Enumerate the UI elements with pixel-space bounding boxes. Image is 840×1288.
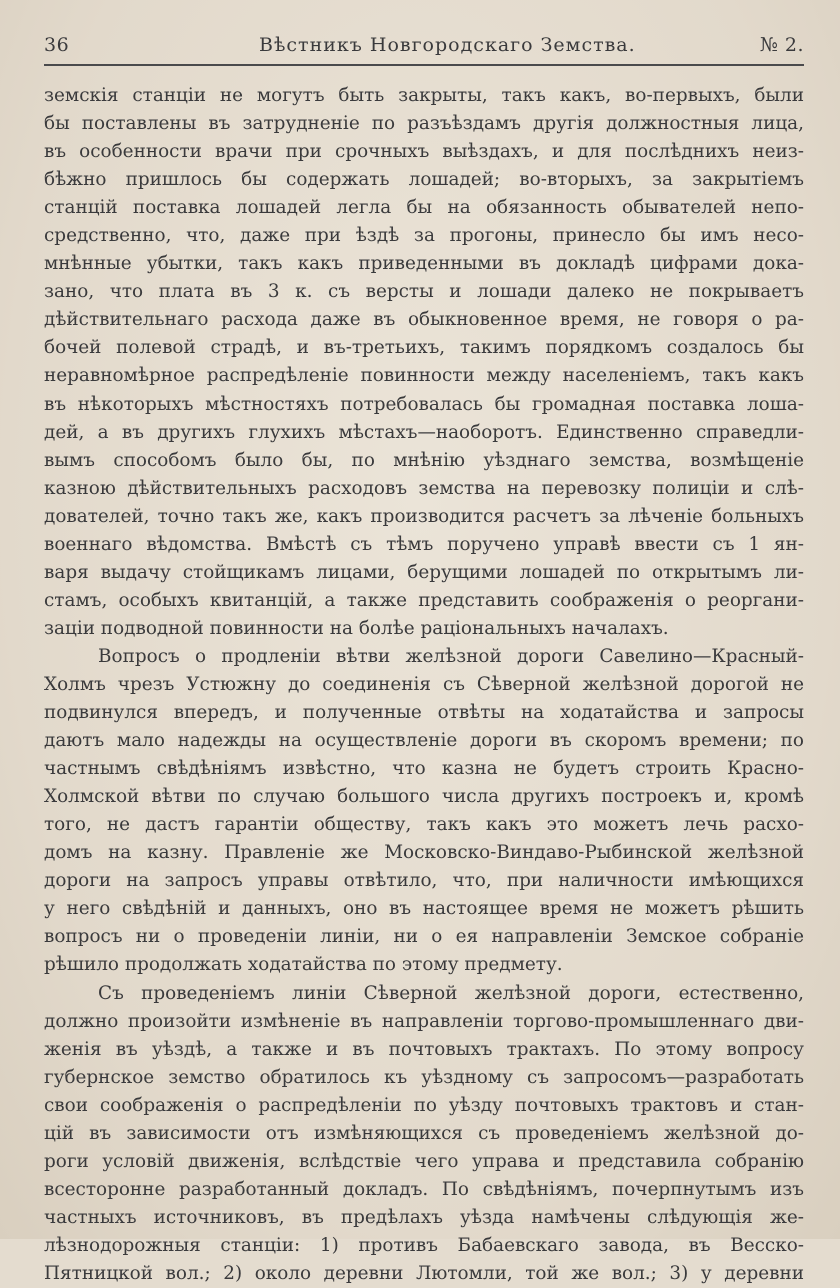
text-line: варя выдачу стойщикамъ лицами, берущими лошадей по открытымъ ли-	[44, 561, 804, 583]
text-line: роги условій движенія, вслѣдствіе чего управа и представила собранію	[44, 1150, 804, 1172]
text-line: бѣжно пришлось бы содержать лошадей; во-вторыхъ, за закрытіемъ	[44, 169, 804, 191]
text-line: въ нѣкоторыхъ мѣстностяхъ потребовалась бы громадная поставка лоша-	[44, 393, 804, 415]
text-line: свои соображенія о распредѣленіи по уѣзду почтовыхъ трактовъ и стан-	[44, 1094, 804, 1116]
text-line: домъ на казну. Правленіе же Московско-Виндаво-Рыбинской желѣзной	[44, 842, 804, 864]
text-line: неравномѣрное распредѣленіе повинности между населеніемъ, такъ какъ	[44, 365, 804, 387]
text-line: станцій поставка лошадей легла бы на обязанность обывателей непо-	[44, 197, 804, 219]
text-line: вопросъ ни о проведеніи линіи, ни о ея направленіи Земское собраніе	[44, 926, 804, 948]
text-line: дователей, точно такъ же, какъ производится расчетъ за лѣченіе больныхъ	[44, 505, 804, 527]
text-line: бы поставлены въ затрудненіе по разъѣздамъ другія должностныя лица,	[44, 113, 804, 135]
running-title: Вѣстникъ Новгородскаго Земства.	[259, 34, 636, 56]
text-line: подвинулся впередъ, и полученные отвѣты на ходатайства и запросы	[44, 702, 804, 724]
text-line: Пятницкой вол.; 2) около деревни Лютомли, той же вол.; 3) у деревни	[44, 1262, 804, 1284]
text-line: даютъ мало надежды на осуществленіе дороги въ скоромъ времени; по	[44, 730, 804, 752]
text-line: бочей полевой страдѣ, и въ-третьихъ, такимъ порядкомъ создалось бы	[44, 337, 804, 359]
text-line: Холмъ чрезъ Устюжну до соединенія съ Сѣверной желѣзной дорогой не	[44, 673, 804, 695]
text-line: земскія станціи не могутъ быть закрыты, такъ какъ, во-первыхъ, были	[44, 85, 804, 106]
text-line: частныхъ источниковъ, въ предѣлахъ уѣзда намѣчены слѣдующія же-	[44, 1206, 804, 1228]
text-line: лѣзнодорожныя станціи: 1) противъ Бабаевскаго завода, въ Весско-	[44, 1234, 804, 1256]
text-line: военнаго вѣдомства. Вмѣстѣ съ тѣмъ поручено управѣ ввести съ 1 ян-	[44, 533, 804, 555]
text-line: рѣшило продолжать ходатайства по этому предмету.	[44, 954, 563, 976]
body-text	[44, 82, 804, 1288]
page-number: 36	[44, 34, 70, 56]
text-line: Вопросъ о продленіи вѣтви желѣзной дороги Савелино—Красный-	[98, 645, 804, 667]
text-line: всесторонне разработанный докладъ. По свѣдѣніямъ, почерпнутымъ изъ	[44, 1178, 804, 1200]
text-line: заціи подводной повинности на болѣе раціональныхъ началахъ.	[44, 617, 669, 639]
text-line: зано, что плата въ 3 к. съ версты и лошади далеко не покрываетъ	[44, 281, 804, 303]
text-line: дей, а въ другихъ глухихъ мѣстахъ—наоборотъ. Единственно справедли-	[44, 421, 804, 443]
text-line: того, не дастъ гарантіи обществу, такъ какъ это можетъ лечь расхо-	[44, 814, 804, 836]
page-header	[44, 34, 804, 62]
text-line: цій въ зависимости отъ измѣняющихся съ проведеніемъ желѣзной до-	[44, 1122, 804, 1144]
text-line: должно произойти измѣненіе въ направленіи торгово-промышленнаго дви-	[44, 1010, 804, 1032]
text-line: дороги на запросъ управы отвѣтило, что, при наличности имѣющихся	[44, 870, 804, 892]
text-line: частнымъ свѣдѣніямъ извѣстно, что казна не будетъ строить Красно-	[44, 758, 804, 780]
text-line: стамъ, особыхъ квитанцій, а также представить соображенія о реоргани-	[44, 589, 804, 611]
text-line: Съ проведеніемъ линіи Сѣверной желѣзной дороги, естественно,	[98, 982, 804, 1004]
text-line: вымъ способомъ было бы, по мнѣнію уѣзднаго земства, возмѣщеніе	[44, 449, 804, 471]
text-line: женія въ уѣздѣ, а также и въ почтовыхъ трактахъ. По этому вопросу	[44, 1038, 804, 1060]
text-line: въ особенности врачи при срочныхъ выѣздахъ, и для послѣднихъ неиз-	[44, 141, 804, 163]
text-line: Холмской вѣтви по случаю большого числа другихъ построекъ и, кромѣ	[44, 786, 804, 808]
text-line: губернское земство обратилось къ уѣздному съ запросомъ—разработать	[44, 1066, 804, 1088]
text-line: дѣйствительнаго расхода даже въ обыкновенное время, не говоря о ра-	[44, 309, 804, 331]
text-line: казною дѣйствительныхъ расходовъ земства на перевозку полиціи и слѣ-	[44, 477, 804, 499]
issue-number: № 2.	[759, 34, 804, 56]
text-line: мнѣнные убытки, такъ какъ приведенными въ докладѣ цифрами дока-	[44, 253, 804, 275]
text-line: у него свѣдѣній и данныхъ, оно въ настоящее время не можетъ рѣшить	[44, 898, 804, 920]
header-rule	[44, 64, 804, 66]
text-line: средственно, что, даже при ѣздѣ за прогоны, принесло бы имъ несо-	[44, 225, 804, 247]
